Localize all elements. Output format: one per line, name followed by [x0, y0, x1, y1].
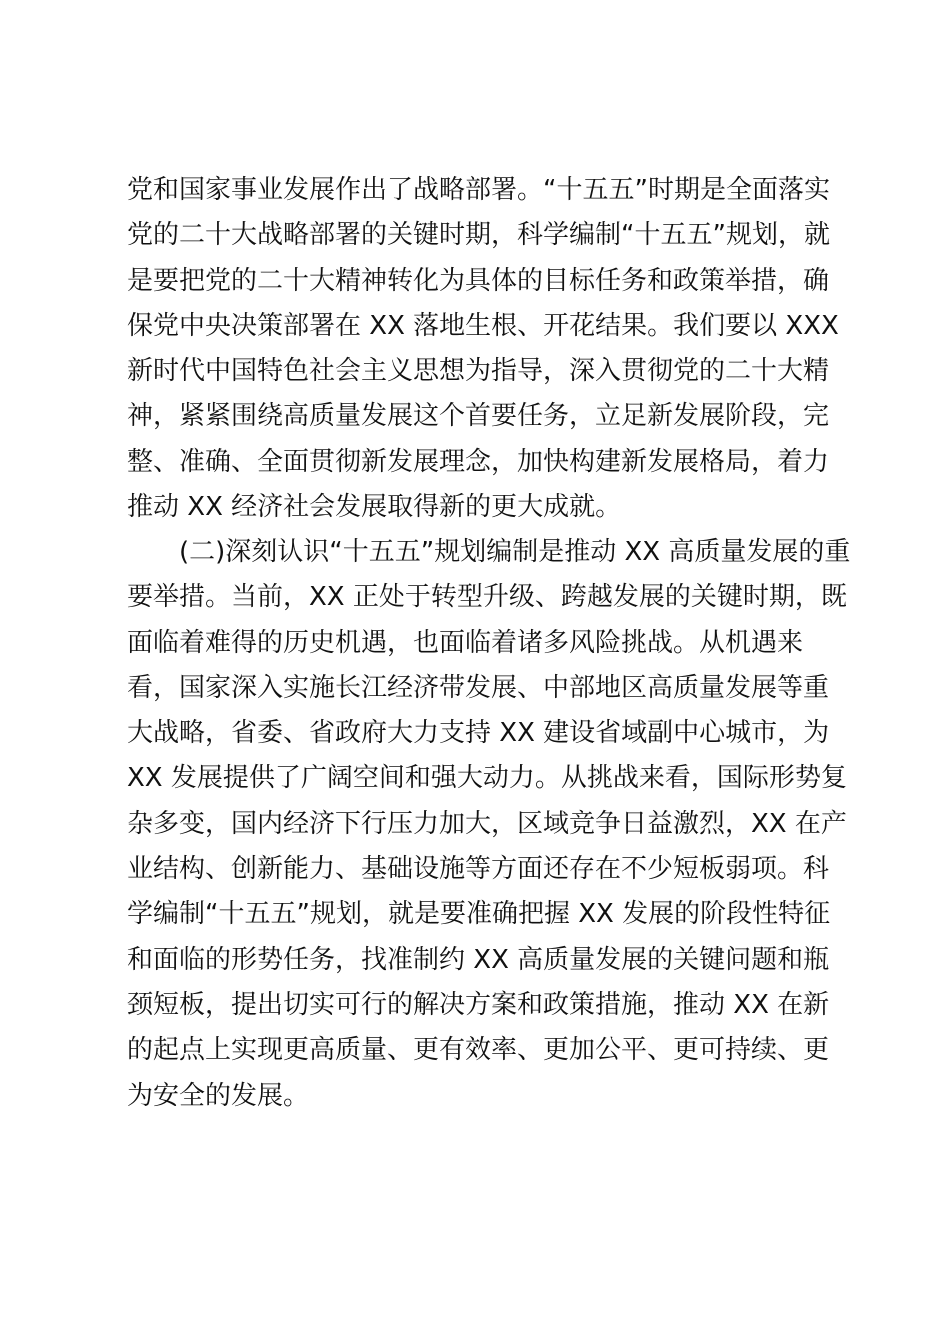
- paragraph-2-line: 为安全的发展。: [127, 1080, 310, 1111]
- paragraph-2-line: 杂多变，国内经济下行压力加大，区域竞争日益激烈，XX 在产: [127, 808, 847, 839]
- paragraph-2-line: XX 发展提供了广阔空间和强大动力。从挑战来看，国际形势复: [127, 763, 847, 794]
- paragraph-1-line: 党和国家事业发展作出了战略部署。“十五五”时期是全面落实: [127, 175, 830, 205]
- paragraph-1: [127, 168, 839, 530]
- paragraph-2-line: 业结构、创新能力、基础设施等方面还存在不少短板弱项。科: [127, 854, 830, 885]
- paragraph-1-line: 是要把党的二十大精神转化为具体的目标任务和政策举措，确: [127, 265, 830, 296]
- paragraph-2-line: 颈短板，提出切实可行的解决方案和政策措施，推动 XX 在新: [127, 989, 830, 1020]
- paragraph-1-line: 整、准确、全面贯彻新发展理念，加快构建新发展格局，着力: [127, 446, 830, 477]
- paragraph-1-line: 保党中央决策部署在 XX 落地生根、开花结果。我们要以 XXX: [127, 310, 839, 341]
- paragraph-2-line: 要举措。当前，XX 正处于转型升级、跨越发展的关键时期，既: [127, 582, 847, 613]
- paragraph-2-line: 的起点上实现更高质量、更有效率、更加公平、更可持续、更: [127, 1035, 830, 1066]
- paragraph-2-line: 大战略，省委、省政府大力支持 XX 建设省域副中心城市，为: [127, 718, 830, 749]
- paragraph-1-line: 新时代中国特色社会主义思想为指导，深入贯彻党的二十大精: [127, 356, 830, 387]
- paragraph-1-line: 党的二十大战略部署的关键时期，科学编制“十五五”规划，就: [127, 220, 830, 251]
- paragraph-2: [127, 530, 851, 1119]
- paragraph-2-line: (二)深刻认识“十五五”规划编制是推动 XX 高质量发展的重: [179, 537, 851, 567]
- paragraph-2-line: 和面临的形势任务，找准制约 XX 高质量发展的关键问题和瓶: [127, 944, 830, 975]
- paragraph-2-line: 面临着难得的历史机遇，也面临着诸多风险挑战。从机遇来: [127, 627, 804, 658]
- paragraph-2-line: 学编制“十五五”规划，就是要准确把握 XX 发展的阶段性特征: [127, 899, 831, 930]
- paragraph-1-line: 神，紧紧围绕高质量发展这个首要任务，立足新发展阶段，完: [127, 401, 830, 432]
- paragraph-1-line: 推动 XX 经济社会发展取得新的更大成就。: [127, 492, 622, 523]
- paragraph-2-line: 看，国家深入实施长江经济带发展、中部地区高质量发展等重: [127, 672, 830, 703]
